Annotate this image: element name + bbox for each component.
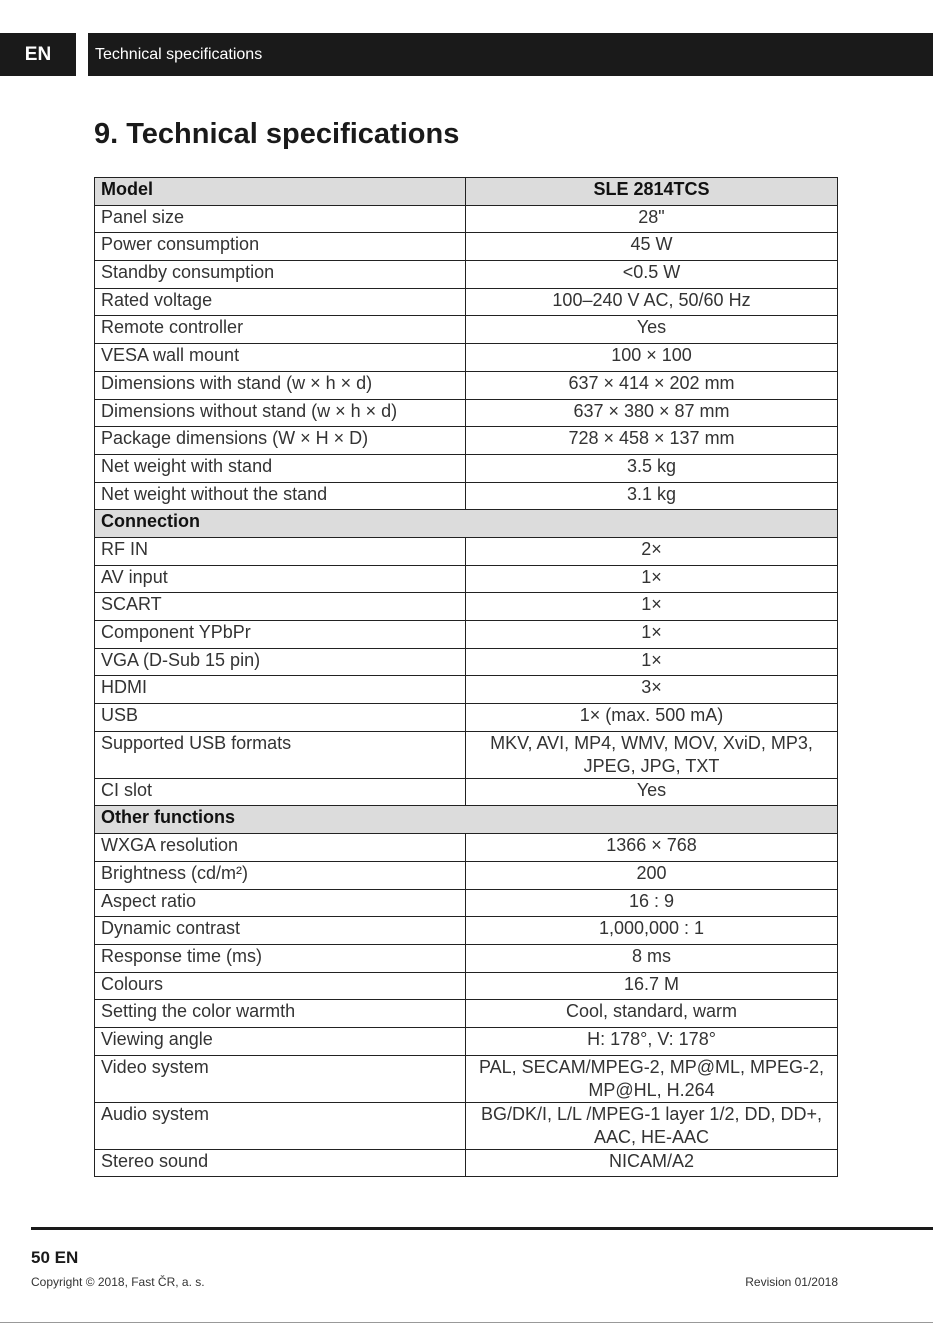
spec-table-body <box>95 178 838 1177</box>
table-row <box>95 834 838 862</box>
spec-label: HDMI <box>95 676 466 704</box>
spec-label: WXGA resolution <box>95 834 466 862</box>
spec-label: CI slot <box>95 778 466 806</box>
spec-label: Audio system <box>95 1102 466 1149</box>
table-row <box>95 1102 838 1149</box>
spec-value: 28" <box>466 205 838 233</box>
spec-value: 3× <box>466 676 838 704</box>
table-row <box>95 316 838 344</box>
spec-label: Aspect ratio <box>95 889 466 917</box>
spec-label: Dimensions without stand (w × h × d) <box>95 399 466 427</box>
spec-label: Component YPbPr <box>95 621 466 649</box>
table-row <box>95 1027 838 1055</box>
bottom-rule <box>0 1322 933 1323</box>
spec-label: Dynamic contrast <box>95 917 466 945</box>
table-row <box>95 731 838 778</box>
table-row <box>95 1055 838 1102</box>
table-row <box>95 1149 838 1177</box>
spec-label: Colours <box>95 972 466 1000</box>
spec-value: 100 × 100 <box>466 344 838 372</box>
table-row <box>95 944 838 972</box>
spec-value: 637 × 380 × 87 mm <box>466 399 838 427</box>
table-row <box>95 399 838 427</box>
table-row <box>95 537 838 565</box>
spec-value: BG/DK/I, L/L /MPEG-1 layer 1/2, DD, DD+, AAC, HE-AAC <box>466 1102 838 1149</box>
revision-text: Revision 01/2018 <box>745 1275 838 1289</box>
spec-label: SCART <box>95 593 466 621</box>
spec-label: AV input <box>95 565 466 593</box>
spec-label: VESA wall mount <box>95 344 466 372</box>
spec-label: Package dimensions (W × H × D) <box>95 427 466 455</box>
spec-label: Video system <box>95 1055 466 1102</box>
spec-value: MKV, AVI, MP4, WMV, MOV, XviD, MP3, JPEG, JPG, TXT <box>466 731 838 778</box>
spec-label: USB <box>95 704 466 732</box>
section-header-row <box>95 806 838 834</box>
table-row <box>95 205 838 233</box>
spec-label: Rated voltage <box>95 288 466 316</box>
table-header-row <box>95 178 838 206</box>
section-title: Connection <box>95 510 838 538</box>
page-title: 9. Technical specifications <box>94 118 460 150</box>
table-row <box>95 482 838 510</box>
table-row <box>95 972 838 1000</box>
spec-label: RF IN <box>95 537 466 565</box>
spec-value: 8 ms <box>466 944 838 972</box>
spec-value: Yes <box>466 778 838 806</box>
spec-value: 1× <box>466 648 838 676</box>
section-header-row <box>95 510 838 538</box>
table-row <box>95 427 838 455</box>
spec-value: 728 × 458 × 137 mm <box>466 427 838 455</box>
table-row <box>95 371 838 399</box>
spec-label: Response time (ms) <box>95 944 466 972</box>
footer-rule <box>31 1227 933 1230</box>
spec-label: Power consumption <box>95 233 466 261</box>
table-row <box>95 778 838 806</box>
spec-label: Brightness (cd/m²) <box>95 861 466 889</box>
spec-label: Remote controller <box>95 316 466 344</box>
spec-label: VGA (D-Sub 15 pin) <box>95 648 466 676</box>
spec-value: Cool, standard, warm <box>466 1000 838 1028</box>
spec-value: 1× <box>466 621 838 649</box>
spec-value: 200 <box>466 861 838 889</box>
table-row <box>95 648 838 676</box>
table-row <box>95 621 838 649</box>
spec-value: 100–240 V AC, 50/60 Hz <box>466 288 838 316</box>
spec-value: 1× <box>466 565 838 593</box>
table-row <box>95 593 838 621</box>
spec-label: Setting the color warmth <box>95 1000 466 1028</box>
table-header-value: SLE 2814TCS <box>466 178 838 206</box>
spec-value: Yes <box>466 316 838 344</box>
spec-label: Viewing angle <box>95 1027 466 1055</box>
table-row <box>95 288 838 316</box>
spec-value: 1366 × 768 <box>466 834 838 862</box>
table-row <box>95 889 838 917</box>
spec-value: <0.5 W <box>466 261 838 289</box>
table-row <box>95 233 838 261</box>
spec-label: Supported USB formats <box>95 731 466 778</box>
table-row <box>95 261 838 289</box>
table-row <box>95 704 838 732</box>
spec-value: 1× (max. 500 mA) <box>466 704 838 732</box>
spec-label: Net weight without the stand <box>95 482 466 510</box>
spec-label: Panel size <box>95 205 466 233</box>
spec-value: 16 : 9 <box>466 889 838 917</box>
section-title: Other functions <box>95 806 838 834</box>
language-badge: EN <box>24 43 52 65</box>
table-row <box>95 861 838 889</box>
page-number: 50 EN <box>31 1248 79 1267</box>
spec-value: 16.7 M <box>466 972 838 1000</box>
spec-value: 2× <box>466 537 838 565</box>
header-separator <box>76 33 88 76</box>
table-row <box>95 344 838 372</box>
spec-value: 3.5 kg <box>466 454 838 482</box>
table-header-label: Model <box>95 178 466 206</box>
spec-value: 45 W <box>466 233 838 261</box>
spec-value: H: 178°, V: 178° <box>466 1027 838 1055</box>
page-header <box>0 33 933 76</box>
spec-label: Net weight with stand <box>95 454 466 482</box>
spec-value: NICAM/A2 <box>466 1149 838 1177</box>
spec-value: 1,000,000 : 1 <box>466 917 838 945</box>
table-row <box>95 1000 838 1028</box>
table-row <box>95 917 838 945</box>
table-row <box>95 454 838 482</box>
spec-label: Standby consumption <box>95 261 466 289</box>
spec-value: PAL, SECAM/MPEG-2, MP@ML, MPEG-2, MP@HL, H.264 <box>466 1055 838 1102</box>
header-title: Technical specifications <box>95 46 263 63</box>
spec-value: 637 × 414 × 202 mm <box>466 371 838 399</box>
copyright-text: Copyright © 2018, Fast ČR, a. s. <box>31 1275 205 1289</box>
spec-label: Dimensions with stand (w × h × d) <box>95 371 466 399</box>
table-row <box>95 676 838 704</box>
table-row <box>95 565 838 593</box>
spec-label: Stereo sound <box>95 1149 466 1177</box>
spec-table <box>94 177 838 1177</box>
spec-value: 3.1 kg <box>466 482 838 510</box>
spec-value: 1× <box>466 593 838 621</box>
